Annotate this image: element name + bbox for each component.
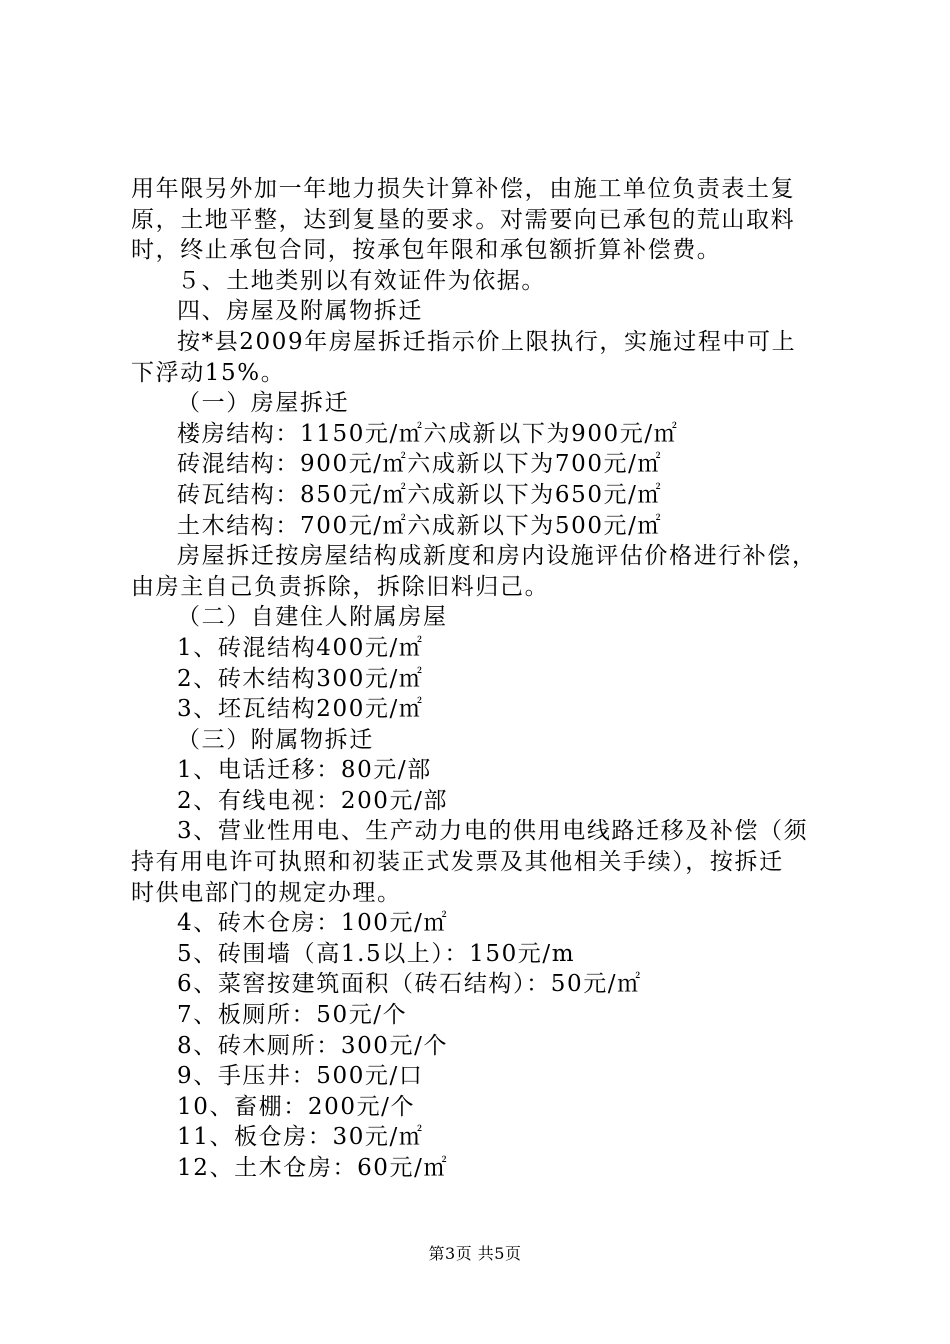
text-line: 下浮动15%。 bbox=[131, 359, 286, 386]
text-line: 4、砖木仓房：100元/㎡ bbox=[177, 910, 449, 937]
text-line: 房屋拆迁按房屋结构成新度和房内设施评估价格进行补偿， bbox=[177, 543, 817, 570]
text-line: 时供电部门的规定办理。 bbox=[131, 879, 402, 906]
text-line: 由房主自己负责拆除，拆除旧料归己。 bbox=[131, 573, 550, 600]
text-line: 9、手压井：500元/口 bbox=[177, 1063, 424, 1090]
text-line: 2、有线电视：200元/部 bbox=[177, 787, 449, 814]
text-line: 楼房结构：1150元/㎡六成新以下为900元/㎡ bbox=[177, 420, 679, 447]
text-line: 用年限另外加一年地力损失计算补偿，由施工单位负责表土复 bbox=[131, 176, 796, 202]
text-line: ５、土地类别以有效证件为依据。 bbox=[177, 267, 546, 294]
text-line: 砖瓦结构：850元/㎡六成新以下为650元/㎡ bbox=[177, 481, 663, 508]
text-line: 10、畜棚：200元/个 bbox=[177, 1093, 416, 1120]
text-line: 1、电话迁移：80元/部 bbox=[177, 757, 432, 784]
text-line: 1、砖混结构400元/㎡ bbox=[177, 634, 424, 661]
document-body bbox=[131, 174, 843, 1184]
text-line: 土木结构：700元/㎡六成新以下为500元/㎡ bbox=[177, 512, 663, 539]
text-line: 5、砖围墙（高1.5以上）：150元/m bbox=[177, 940, 576, 967]
subsection-heading: （三）附属物拆迁 bbox=[177, 726, 374, 753]
subsection-heading: （一）房屋拆迁 bbox=[177, 390, 350, 417]
text-line: 原，土地平整，达到复垦的要求。对需要向已承包的荒山取料 bbox=[131, 206, 796, 233]
text-line: 砖混结构：900元/㎡六成新以下为700元/㎡ bbox=[177, 451, 663, 478]
text-line: 时，终止承包合同，按承包年限和承包额折算补偿费。 bbox=[131, 237, 722, 264]
subsection-heading: （二）自建住人附属房屋 bbox=[177, 604, 448, 631]
text-line: 11、板仓房：30元/㎡ bbox=[177, 1124, 424, 1151]
text-line: 持有用电许可执照和初装正式发票及其他相关手续），按拆迁 bbox=[131, 849, 784, 876]
text-line: 按*县2009年房屋拆迁指示价上限执行，实施过程中可上 bbox=[177, 328, 797, 355]
text-line: 3、营业性用电、生产动力电的供用电线路迁移及补偿（须 bbox=[177, 818, 809, 845]
section-heading: 四、房屋及附属物拆迁 bbox=[177, 298, 423, 325]
text-line: 3、坯瓦结构200元/㎡ bbox=[177, 696, 424, 723]
text-line: 2、砖木结构300元/㎡ bbox=[177, 665, 424, 692]
text-line: 7、板厕所：50元/个 bbox=[177, 1002, 408, 1029]
page-number: 第3页 共5页 bbox=[428, 1244, 522, 1263]
text-line: 6、菜窖按建筑面积（砖石结构）：50元/㎡ bbox=[177, 971, 642, 998]
text-line: 12、土木仓房：60元/㎡ bbox=[177, 1155, 449, 1181]
text-line: 8、砖木厕所：300元/个 bbox=[177, 1032, 449, 1059]
